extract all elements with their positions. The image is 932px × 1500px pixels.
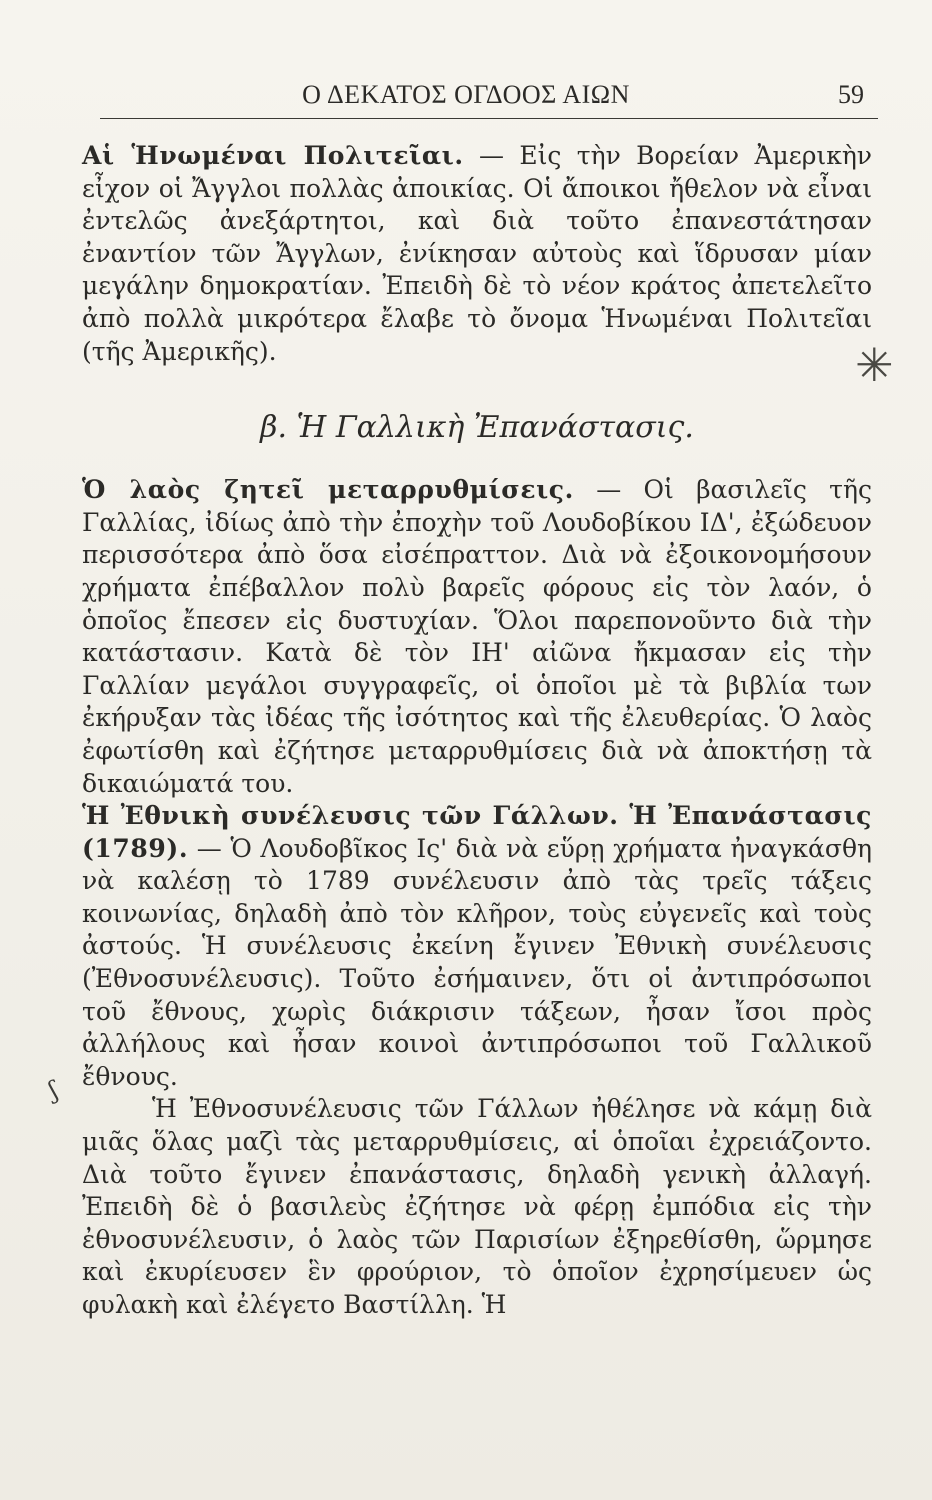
paragraph-text: — Ὁ Λουδοβῖκος Ις' διὰ νὰ εὕρῃ χρήματα ἠναγκάσθη νὰ καλέσῃ τὸ 1789 συνέλευσιν ἀπὸ τὰς τρεῖς τάξεις κοινωνίας, δηλαδὴ ἀπὸ τὸν κλῆρον, τοὺς εὐγενεῖς καὶ τοὺς ἀστούς. Ἡ συνέλευσις ἐκείνη ἔγινεν Ἐθνικὴ συνέλευσις (Ἐθνοσυνέλευσις). Τοῦτο ἐσήμαινεν, ὅτι οἱ ἀντιπρόσωποι τοῦ ἔθνους, χωρὶς διάκρισιν τάξεων, ἦσαν ἴσοι πρὸς ἀλλήλους καὶ ἦσαν κοινοὶ ἀντιπρόσωποι τοῦ Γαλλικοῦ ἔθνους. [82, 833, 872, 1091]
paragraph-heading: Αἱ Ἡνωμέναι Πολιτεῖαι. [82, 141, 464, 170]
margin-tick-icon: ʃ [45, 1075, 62, 1105]
section-title: β. Ἡ Γαλλικὴ Ἐπανάστασις. [260, 410, 694, 446]
paragraph-text: — Οἱ βασιλεῖς τῆς Γαλλίας, ἰδίως ἀπὸ τὴν ἐποχὴν τοῦ Λουδοβίκου ΙΔ', ἐξώδευον περισσότερα ἀπὸ ὅσα εἰσέπραττον. Διὰ νὰ ἐξοικονομήσουν χρήματα ἐπέβαλλον πολὺ βαρεῖς φόρους εἰς τὸν λαόν, ὁ ὁποῖος ἔπεσεν εἰς δυστυχίαν. Ὅλοι παρεπονοῦντο διὰ τὴν κατάστασιν. Κατὰ δὲ τὸν ΙΗ' αἰῶνα ἤκμασαν εἰς τὴν Γαλλίαν μεγάλοι συγγραφεῖς, οἱ ὁποῖοι μὲ τὰ βιβλία των ἐκήρυξαν τὰς ἰδέας τῆς ἰσότητος καὶ τῆς ἐλευθερίας. Ὁ λαὸς ἐφωτίσθη καὶ ἐζήτησε μεταρρυθμίσεις διὰ νὰ ἀποκτήσῃ τὰ δικαιώματά του. [82, 475, 872, 798]
header-rule [100, 118, 878, 119]
paragraph-text: Ἡ Ἐθνοσυνέλευσις τῶν Γάλλων ἠθέλησε νὰ κάμῃ διὰ μιᾶς ὅλας μαζὶ τὰς μεταρρυθμίσεις, αἱ ὁποῖαι ἐχρειάζοντο. Διὰ τοῦτο ἔγινεν ἐπανάστασις, δηλαδὴ γενικὴ ἀλλαγή. Ἐπειδὴ δὲ ὁ βασιλεὺς ἐζήτησε νὰ φέρῃ ἐμπόδια εἰς τὴν ἐθνοσυνέλευσιν, ὁ λαὸς τῶν Παρισίων ἐξηρεθίσθη, ὥρμησε καὶ ἐκυρίευσεν ἓν φρούριον, τὸ ὁποῖον ἐχρησίμευεν ὡς φυλακὴ καὶ ἐλέγετο Βαστίλλη. Ἡ [82, 1094, 872, 1319]
pencil-mark-icon: ✳ [855, 338, 894, 392]
paragraph-text: — Εἰς τὴν Βορείαν Ἀμερικὴν εἶχον οἱ Ἄγγλοι πολλὰς ἀποικίας. Οἱ ἄποικοι ἤθελον νὰ εἶναι ἐντελῶς ἀνεξάρτητοι, καὶ διὰ τοῦτο ἐπανεστάτησαν ἐναντίον τῶν Ἄγγλων, ἐνίκησαν αὐτοὺς καὶ ἵδρυσαν μίαν μεγάλην δημοκρατίαν. Ἐπειδὴ δὲ τὸ νέον κράτος ἀπετελεῖτο ἀπὸ πολλὰ μικρότερα ἔλαβε τὸ ὄνομα Ἡνωμέναι Πολιτεῖαι (τῆς Ἀμερικῆς). [82, 141, 872, 366]
paragraph-reforms [82, 474, 872, 800]
paragraph-heading: Ὁ λαὸς ζητεῖ μεταρρυθμίσεις. [82, 475, 574, 505]
paragraph-heading: Ἡ Ἐθνικὴ συνέλευσις τῶν Γάλλων. Ἡ Ἐπανάστασις (1789). [82, 801, 872, 863]
paragraph-national-assembly [82, 800, 872, 1093]
running-title: Ο ΔΕΚΑΤΟΣ ΟΓΔΟΟΣ ΑΙΩΝ [302, 80, 630, 109]
page-body [82, 140, 872, 1322]
paragraph-revolution [82, 1093, 872, 1321]
page-number: 59 [838, 80, 864, 109]
paragraph-united-states [82, 140, 872, 368]
